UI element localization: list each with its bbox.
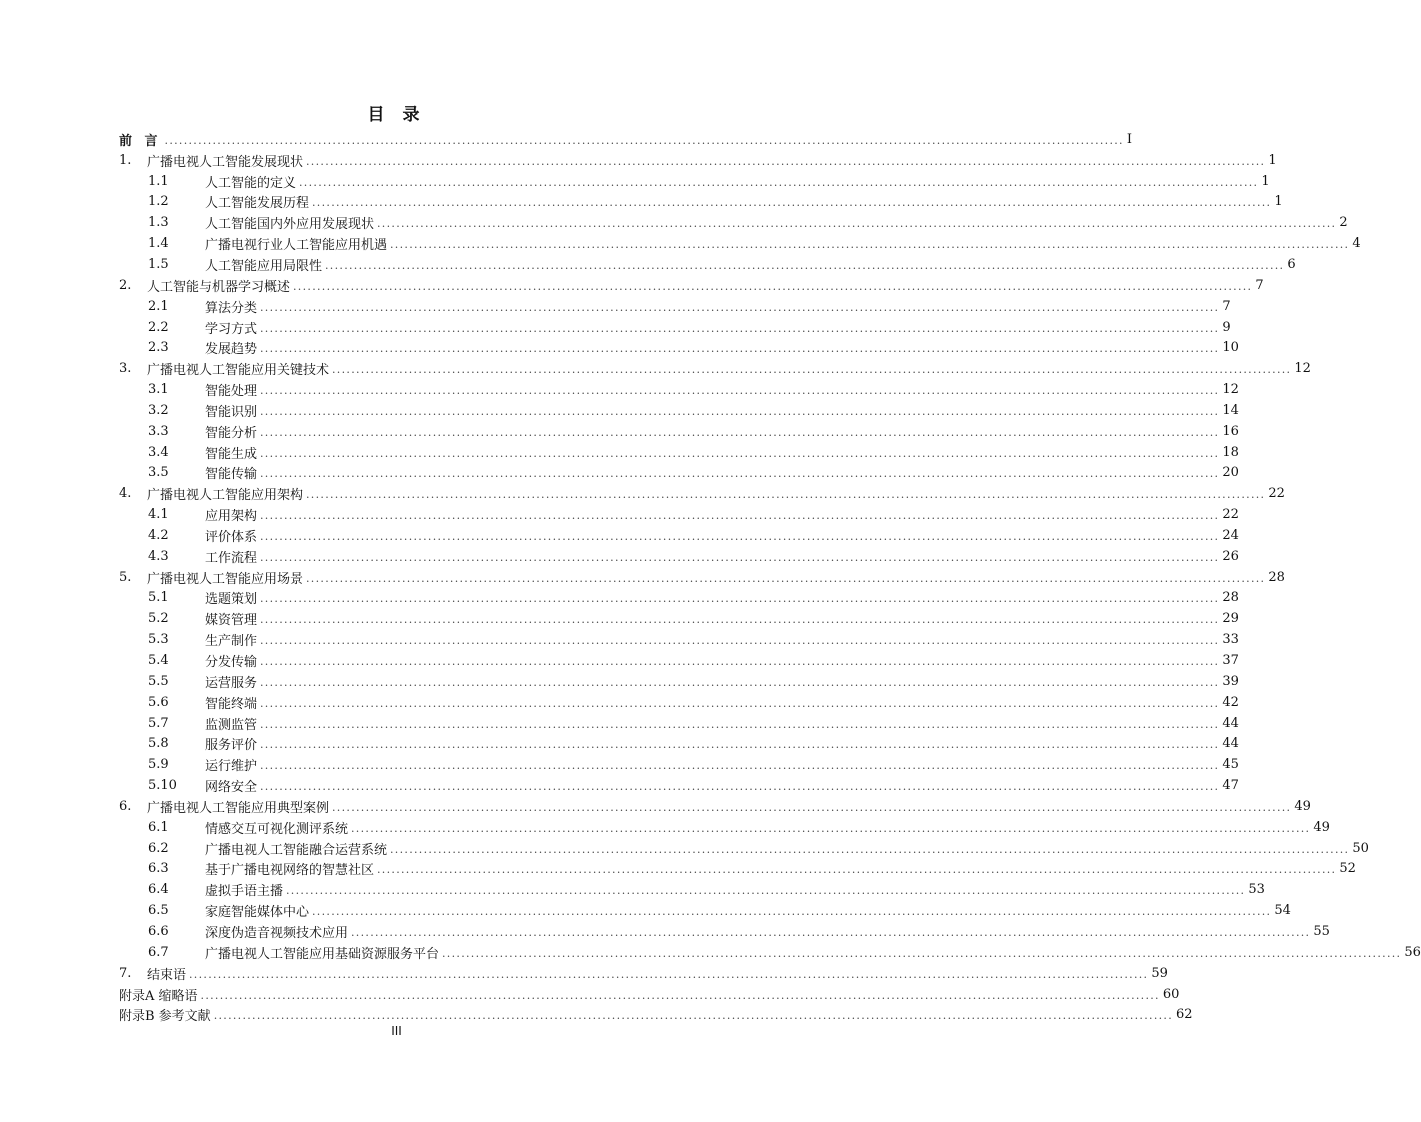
toc-entry[interactable] [119, 129, 1132, 150]
toc-entry[interactable] [119, 671, 1239, 692]
toc-leader-dots: ........................................................................................................................................................................................................ [351, 821, 1311, 835]
toc-entry-number: 5.3 [148, 632, 169, 648]
toc-entry-number: 5.9 [148, 757, 169, 773]
toc-leader-dots: ........................................................................................................................................................................................................ [260, 342, 1220, 356]
toc-entry-label: 广播电视人工智能应用架构 [147, 488, 304, 504]
toc-entry-number: 6.7 [148, 944, 169, 960]
toc-entry-number: 2.3 [148, 340, 169, 356]
toc-entry-number: 2.2 [148, 319, 169, 335]
toc-entry[interactable] [119, 504, 1239, 525]
toc-entry-number: 6.6 [148, 923, 169, 939]
toc-leader-dots: ........................................................................................................................................................................................................ [332, 800, 1292, 814]
toc-entry[interactable] [119, 608, 1239, 629]
toc-leader-dots: ........................................................................................................................................................................................................ [260, 717, 1220, 731]
toc-entry-page: 22 [1222, 507, 1239, 523]
toc-entry-label: 广播电视人工智能发展现状 [147, 154, 304, 170]
toc-entry-number: 4. [119, 486, 132, 502]
toc-entry-page: 26 [1222, 548, 1239, 564]
toc-entry[interactable] [119, 296, 1231, 317]
toc-entry-number: 6.2 [148, 840, 169, 856]
toc-entry-number: 3.5 [148, 465, 169, 481]
toc-entry-number: 3.2 [148, 402, 169, 418]
toc-entry-page: 59 [1151, 965, 1168, 981]
toc-entry-page: 53 [1248, 882, 1265, 898]
toc-entry-page: 1 [1261, 173, 1270, 189]
toc-entry[interactable] [119, 192, 1283, 213]
toc-entry-page: 49 [1313, 819, 1330, 835]
toc-entry[interactable] [119, 171, 1270, 192]
toc-entry-label: 网络安全 [205, 780, 258, 796]
toc-leader-dots: ........................................................................................................................................................................................................ [312, 196, 1272, 210]
toc-entry[interactable] [119, 254, 1296, 275]
toc-leader-dots: ........................................................................................................................................................................................................ [306, 154, 1266, 168]
toc-entry[interactable] [119, 963, 1168, 984]
toc-entry-number: 1.4 [148, 236, 169, 252]
toc-entry-number: 1.3 [148, 215, 169, 231]
toc-leader-dots: ........................................................................................................................................................................................................ [260, 675, 1220, 689]
toc-entry[interactable] [119, 838, 1369, 859]
toc-entry-page: 28 [1222, 590, 1239, 606]
toc-entry-page: 47 [1222, 778, 1239, 794]
toc-leader-dots: ........................................................................................................................................................................................................ [164, 133, 1124, 147]
toc-entry-label: 广播电视人工智能应用场景 [147, 571, 304, 587]
toc-leader-dots: ........................................................................................................................................................................................................ [286, 884, 1246, 898]
toc-entry-page: 52 [1339, 861, 1356, 877]
toc-entry[interactable] [119, 588, 1239, 609]
toc-leader-dots: ........................................................................................................................................................................................................ [260, 300, 1220, 314]
toc-entry[interactable] [119, 775, 1239, 796]
toc-entry-page: 28 [1268, 569, 1285, 585]
toc-entry-page: 55 [1313, 923, 1330, 939]
toc-entry-label: 结束语 [147, 967, 187, 983]
toc-leader-dots: ........................................................................................................................................................................................................ [200, 988, 1160, 1002]
toc-leader-dots: ........................................................................................................................................................................................................ [325, 258, 1285, 272]
toc-leader-dots: ........................................................................................................................................................................................................ [260, 384, 1220, 398]
toc-entry-number: 6.1 [148, 819, 169, 835]
toc-entry[interactable] [119, 1004, 1193, 1025]
toc-entry-number: 6.4 [148, 882, 169, 898]
toc-entry-page: 4 [1352, 236, 1361, 252]
toc-entry-page: 14 [1222, 402, 1239, 418]
toc-entry-label: 广播电视行业人工智能应用机遇 [205, 238, 388, 254]
toc-entry-number: 5.1 [148, 590, 169, 606]
toc-entry-label: 人工智能与机器学习概述 [147, 279, 291, 295]
toc-entry-label: 深度伪造音视频技术应用 [205, 925, 349, 941]
toc-entry-label: 生产制作 [205, 634, 258, 650]
toc-entry-number: 5.10 [148, 778, 177, 794]
toc-entry-label: 工作流程 [205, 550, 258, 566]
toc-entry[interactable] [119, 212, 1348, 233]
toc-leader-dots: ........................................................................................................................................................................................................ [260, 738, 1220, 752]
toc-entry-label: 智能终端 [205, 696, 258, 712]
toc-entry-label: 监测监管 [205, 717, 258, 733]
toc-entry-number: 3.1 [148, 382, 169, 398]
toc-entry-label: 前 言 [119, 133, 162, 149]
toc-leader-dots: ........................................................................................................................................................................................................ [306, 571, 1266, 585]
toc-leader-dots: ........................................................................................................................................................................................................ [377, 217, 1337, 231]
toc-entry-label: 算法分类 [205, 300, 258, 316]
toc-entry[interactable] [119, 421, 1239, 442]
toc-entry-page: 44 [1222, 736, 1239, 752]
toc-entry[interactable] [119, 942, 1421, 963]
toc-leader-dots: ........................................................................................................................................................................................................ [260, 655, 1220, 669]
toc-entry-page: 1 [1268, 152, 1277, 168]
toc-entry-label: 人工智能应用局限性 [205, 258, 323, 274]
page-title: 目 录 [367, 105, 426, 125]
toc-entry-label: 运营服务 [205, 675, 258, 691]
toc-entry[interactable] [119, 275, 1264, 296]
toc-entry-number: 3.4 [148, 444, 169, 460]
toc-entry-number: 4.3 [148, 548, 169, 564]
toc-entry-number: 4.1 [148, 507, 169, 523]
toc-leader-dots: ........................................................................................................................................................................................................ [260, 613, 1220, 627]
toc-leader-dots: ........................................................................................................................................................................................................ [332, 363, 1292, 377]
toc-entry-label: 评价体系 [205, 529, 258, 545]
toc-entry-number: 5.8 [148, 736, 169, 752]
toc-leader-dots: ........................................................................................................................................................................................................ [260, 446, 1220, 460]
toc-entry[interactable] [119, 525, 1239, 546]
toc-entry-label: 智能传输 [205, 467, 258, 483]
toc-leader-dots: ........................................................................................................................................................................................................ [390, 238, 1350, 252]
toc-entry-number: 3. [119, 361, 132, 377]
toc-entry-label: 服务评价 [205, 738, 258, 754]
toc-entry-label: 附录B 参考文献 [119, 1009, 211, 1025]
toc-entry-label: 智能分析 [205, 425, 258, 441]
toc-entry[interactable] [119, 150, 1277, 171]
toc-leader-dots: ........................................................................................................................................................................................................ [260, 592, 1220, 606]
toc-entry-number: 1.1 [148, 173, 169, 189]
toc-leader-dots: ........................................................................................................................................................................................................ [377, 863, 1337, 877]
toc-entry-page: 7 [1222, 298, 1231, 314]
toc-entry-label: 人工智能的定义 [205, 175, 297, 191]
toc-entry-label: 人工智能发展历程 [205, 196, 310, 212]
toc-entry[interactable] [119, 463, 1239, 484]
toc-leader-dots: ........................................................................................................................................................................................................ [442, 946, 1402, 960]
toc-entry-number: 1.5 [148, 256, 169, 272]
toc-entry[interactable] [119, 859, 1356, 880]
toc-entry-label: 智能生成 [205, 446, 258, 462]
toc-entry-number: 5. [119, 569, 132, 585]
toc-entry-label: 附录A 缩略语 [119, 988, 198, 1004]
toc-leader-dots: ........................................................................................................................................................................................................ [213, 1009, 1174, 1023]
toc-entry-number: 7. [119, 965, 132, 981]
toc-leader-dots: ........................................................................................................................................................................................................ [260, 425, 1220, 439]
toc-leader-dots: ........................................................................................................................................................................................................ [260, 529, 1220, 543]
toc-entry[interactable] [119, 879, 1265, 900]
toc-entry-page: 2 [1339, 215, 1348, 231]
toc-entry[interactable] [119, 629, 1239, 650]
toc-entry-label: 选题策划 [205, 592, 258, 608]
toc-entry-page: 37 [1222, 653, 1239, 669]
toc-entry[interactable] [119, 817, 1330, 838]
toc-leader-dots: ........................................................................................................................................................................................................ [260, 509, 1220, 523]
toc-entry-page: 54 [1274, 903, 1291, 919]
toc-entry[interactable] [119, 233, 1361, 254]
toc-entry[interactable] [119, 900, 1291, 921]
toc-entry-number: 3.3 [148, 423, 169, 439]
toc-entry[interactable] [119, 379, 1239, 400]
toc-leader-dots: ........................................................................................................................................................................................................ [260, 321, 1220, 335]
toc-entry[interactable] [119, 733, 1239, 754]
toc-entry-page: 12 [1222, 382, 1239, 398]
toc-entry-page: 7 [1255, 277, 1264, 293]
toc-entry-page: 18 [1222, 444, 1239, 460]
toc-entry[interactable] [119, 713, 1239, 734]
toc-entry-number: 5.6 [148, 694, 169, 710]
toc-entry-label: 分发传输 [205, 655, 258, 671]
toc-entry-page: 6 [1287, 256, 1296, 272]
toc-entry-page: 9 [1222, 319, 1231, 335]
toc-leader-dots: ........................................................................................................................................................................................................ [260, 780, 1220, 794]
toc-leader-dots: ........................................................................................................................................................................................................ [260, 634, 1220, 648]
toc-entry-label: 虚拟手语主播 [205, 884, 284, 900]
toc-entry-page: 1 [1274, 194, 1283, 210]
toc-leader-dots: ........................................................................................................................................................................................................ [390, 842, 1350, 856]
toc-entry-number: 5.7 [148, 715, 169, 731]
toc-entry-label: 发展趋势 [205, 342, 258, 358]
toc-entry-number: 6.3 [148, 861, 169, 877]
toc-entry-number: 2. [119, 277, 132, 293]
toc-entry-number: 6.5 [148, 903, 169, 919]
toc-entry-number: 1.2 [148, 194, 169, 210]
toc-entry-page: 42 [1222, 694, 1239, 710]
toc-entry[interactable] [119, 317, 1231, 338]
toc-entry-label: 广播电视人工智能应用典型案例 [147, 800, 330, 816]
toc-entry-page: 62 [1176, 1007, 1193, 1023]
toc-entry-label: 媒资管理 [205, 613, 258, 629]
toc-entry-label: 智能处理 [205, 384, 258, 400]
toc-entry-page: 22 [1268, 486, 1285, 502]
toc-entry-page: 49 [1294, 798, 1311, 814]
table-of-contents [119, 129, 1421, 1025]
toc-entry[interactable] [119, 546, 1239, 567]
toc-leader-dots: ........................................................................................................................................................................................................ [260, 696, 1220, 710]
toc-leader-dots: ........................................................................................................................................................................................................ [260, 759, 1220, 773]
toc-leader-dots: ........................................................................................................................................................................................................ [312, 905, 1272, 919]
page-number: III [391, 1024, 402, 1038]
toc-entry-label: 广播电视人工智能融合运营系统 [205, 842, 388, 858]
toc-entry-number: 5.2 [148, 611, 169, 627]
toc-entry[interactable] [119, 358, 1311, 379]
toc-entry[interactable] [119, 692, 1239, 713]
toc-entry[interactable] [119, 796, 1311, 817]
toc-entry[interactable] [119, 483, 1285, 504]
toc-entry-page: 44 [1222, 715, 1239, 731]
toc-entry-page: 39 [1222, 673, 1239, 689]
toc-entry-label: 人工智能国内外应用发展现状 [205, 217, 375, 233]
toc-leader-dots: ........................................................................................................................................................................................................ [351, 925, 1311, 939]
toc-leader-dots: ........................................................................................................................................................................................................ [260, 467, 1220, 481]
toc-entry-label: 智能识别 [205, 404, 258, 420]
toc-entry[interactable] [119, 921, 1330, 942]
toc-entry-number: 1. [119, 152, 132, 168]
toc-entry-label: 情感交互可视化测评系统 [205, 821, 349, 837]
toc-leader-dots: ........................................................................................................................................................................................................ [299, 175, 1259, 189]
toc-entry-page: 60 [1162, 986, 1180, 1002]
toc-leader-dots: ........................................................................................................................................................................................................ [189, 967, 1149, 981]
toc-entry-label: 家庭智能媒体中心 [205, 905, 310, 921]
toc-entry[interactable] [119, 754, 1239, 775]
toc-entry[interactable] [119, 650, 1239, 671]
toc-entry[interactable] [119, 442, 1239, 463]
toc-leader-dots: ........................................................................................................................................................................................................ [293, 279, 1253, 293]
toc-entry-page: 56 [1404, 944, 1421, 960]
toc-leader-dots: ........................................................................................................................................................................................................ [260, 404, 1220, 418]
toc-entry-page: 20 [1222, 465, 1239, 481]
toc-leader-dots: ........................................................................................................................................................................................................ [306, 488, 1266, 502]
toc-entry-label: 学习方式 [205, 321, 258, 337]
toc-entry-page: 24 [1222, 527, 1239, 543]
toc-entry-label: 应用架构 [205, 509, 258, 525]
toc-entry-label: 广播电视人工智能应用关键技术 [147, 363, 330, 379]
toc-entry[interactable] [119, 400, 1239, 421]
toc-entry-number: 5.5 [148, 673, 169, 689]
toc-entry-page: 33 [1222, 632, 1239, 648]
toc-entry-label: 运行维护 [205, 759, 258, 775]
toc-entry-page: 45 [1222, 757, 1239, 773]
toc-entry-page: 29 [1222, 611, 1239, 627]
toc-entry-label: 基于广播电视网络的智慧社区 [205, 863, 375, 879]
toc-entry-page: 12 [1294, 361, 1311, 377]
toc-entry-number: 2.1 [148, 298, 169, 314]
toc-entry[interactable] [119, 337, 1239, 358]
toc-entry-page: I [1126, 131, 1132, 147]
toc-entry-number: 6. [119, 798, 132, 814]
toc-entry-page: 16 [1222, 423, 1239, 439]
toc-entry[interactable] [119, 984, 1180, 1005]
toc-entry-label: 广播电视人工智能应用基础资源服务平台 [205, 946, 440, 962]
toc-entry-number: 5.4 [148, 653, 169, 669]
toc-entry-number: 4.2 [148, 527, 169, 543]
toc-entry[interactable] [119, 567, 1285, 588]
toc-leader-dots: ........................................................................................................................................................................................................ [260, 550, 1220, 564]
toc-entry-page: 50 [1352, 840, 1369, 856]
toc-entry-page: 10 [1222, 340, 1239, 356]
